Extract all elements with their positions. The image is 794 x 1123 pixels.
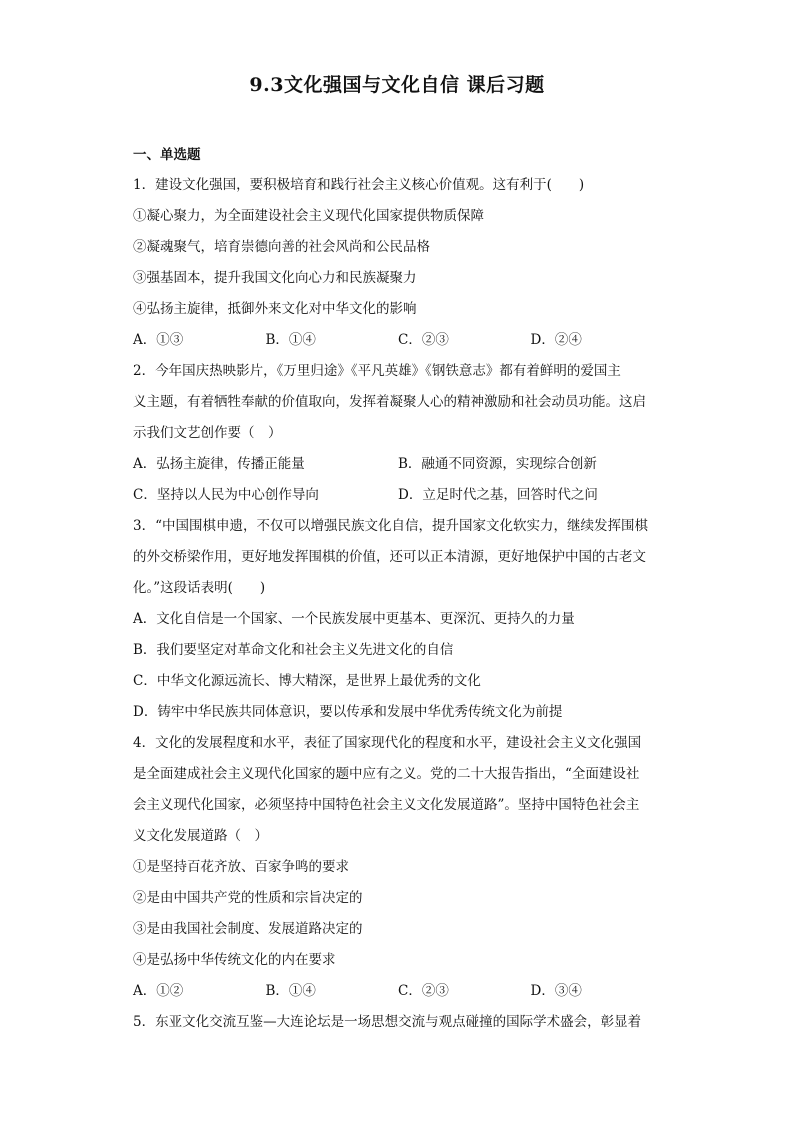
option-d: D．③④ [530,983,582,999]
question-stem-line: 义文化发展道路（ ） [133,828,268,844]
statement-item: ③强基固本，提升我国文化向心力和民族凝聚力 [133,270,417,286]
statement-item: ④弘扬主旋律，抵御外来文化对中华文化的影响 [133,301,417,317]
question-stem-line: 的外交桥梁作用，更好地发挥围棋的价值，还可以正本清源，更好地保护中国的古老文 [133,549,646,565]
question-stem-line: 5．东亚文化交流互鉴—大连论坛是一场思想交流与观点碰撞的国际学术盛会，彰显着 [133,1014,642,1030]
option-a: A．①② [133,983,184,999]
question-3 [133,511,663,728]
question-stem-line: 示我们文艺创作要（ ） [133,425,282,441]
option-d: D．铸牢中华民族共同体意识，要以传承和发展中华优秀传统文化为前提 [133,704,563,720]
answer-options [133,976,663,1007]
section-heading: 一、单选题 [133,147,201,163]
option-b: B．①④ [265,332,316,348]
question-4 [133,728,663,1007]
question-1 [133,170,663,356]
question-stem-line: 义主题，有着牺牲奉献的价值取向，发挥着凝聚人心的精神激励和社会动员功能。这启 [133,394,646,410]
question-stem-line: 会主义现代化国家，必须坚持中国特色社会主义文化发展道路”。坚持中国特色社会主 [133,797,640,813]
statement-item: ①凝心聚力，为全面建设社会主义现代化国家提供物质保障 [133,208,484,224]
statement-item: ②是由中国共产党的性质和宗旨决定的 [133,890,363,906]
option-c: C．中华文化源远流长、博大精深，是世界上最优秀的文化 [133,673,481,689]
statement-item: ①是坚持百花齐放、百家争鸣的要求 [133,859,349,875]
statement-item: ④是弘扬中华传统文化的内在要求 [133,952,336,968]
option-a: A．弘扬主旋律，传播正能量 [133,456,305,472]
question-stem-line: 2．今年国庆热映影片，《万里归途》《平凡英雄》《钢铁意志》都有着鲜明的爱国主 [133,363,621,379]
option-a: A．文化自信是一个国家、一个民族发展中更基本、更深沉、更持久的力量 [133,611,575,627]
question-stem: 1．建设文化强国，要积极培育和践行社会主义核心价值观。这有利于( ) [133,177,585,193]
statement-item: ②凝魂聚气，培育崇德向善的社会风尚和公民品格 [133,239,430,255]
page-title: 9.3文化强国与文化自信 课后习题 [249,74,545,96]
question-stem-line: 3．“中国围棋申遗，不仅可以增强民族文化自信，提升国家文化软实力，继续发挥围棋 [133,518,648,534]
option-b: B．融通不同资源，实现综合创新 [398,456,597,472]
question-stem-line: 是全面建成社会主义现代化国家的题中应有之义。党的二十大报告指出，“全面建设社 [133,766,640,782]
question-stem-line: 4．文化的发展程度和水平，表征了国家现代化的程度和水平，建设社会主义文化强国 [133,735,642,751]
answer-options [133,325,663,356]
option-c: C．②③ [398,983,449,999]
statement-item: ③是由我国社会制度、发展道路决定的 [133,921,363,937]
option-a: A．①③ [133,332,184,348]
option-b: B．我们要坚定对革命文化和社会主义先进文化的自信 [133,642,454,658]
question-stem-line: 化。”这段话表明( ) [133,580,266,596]
question-content [133,144,663,1038]
answer-options [133,480,663,511]
answer-options [133,449,663,480]
option-c: C．坚持以人民为中心创作导向 [133,487,319,503]
option-d: D．立足时代之基，回答时代之问 [398,487,598,503]
option-c: C．②③ [398,332,449,348]
question-2 [133,356,663,511]
question-5 [133,1007,663,1038]
option-d: D．②④ [530,332,582,348]
option-b: B．①④ [265,983,316,999]
